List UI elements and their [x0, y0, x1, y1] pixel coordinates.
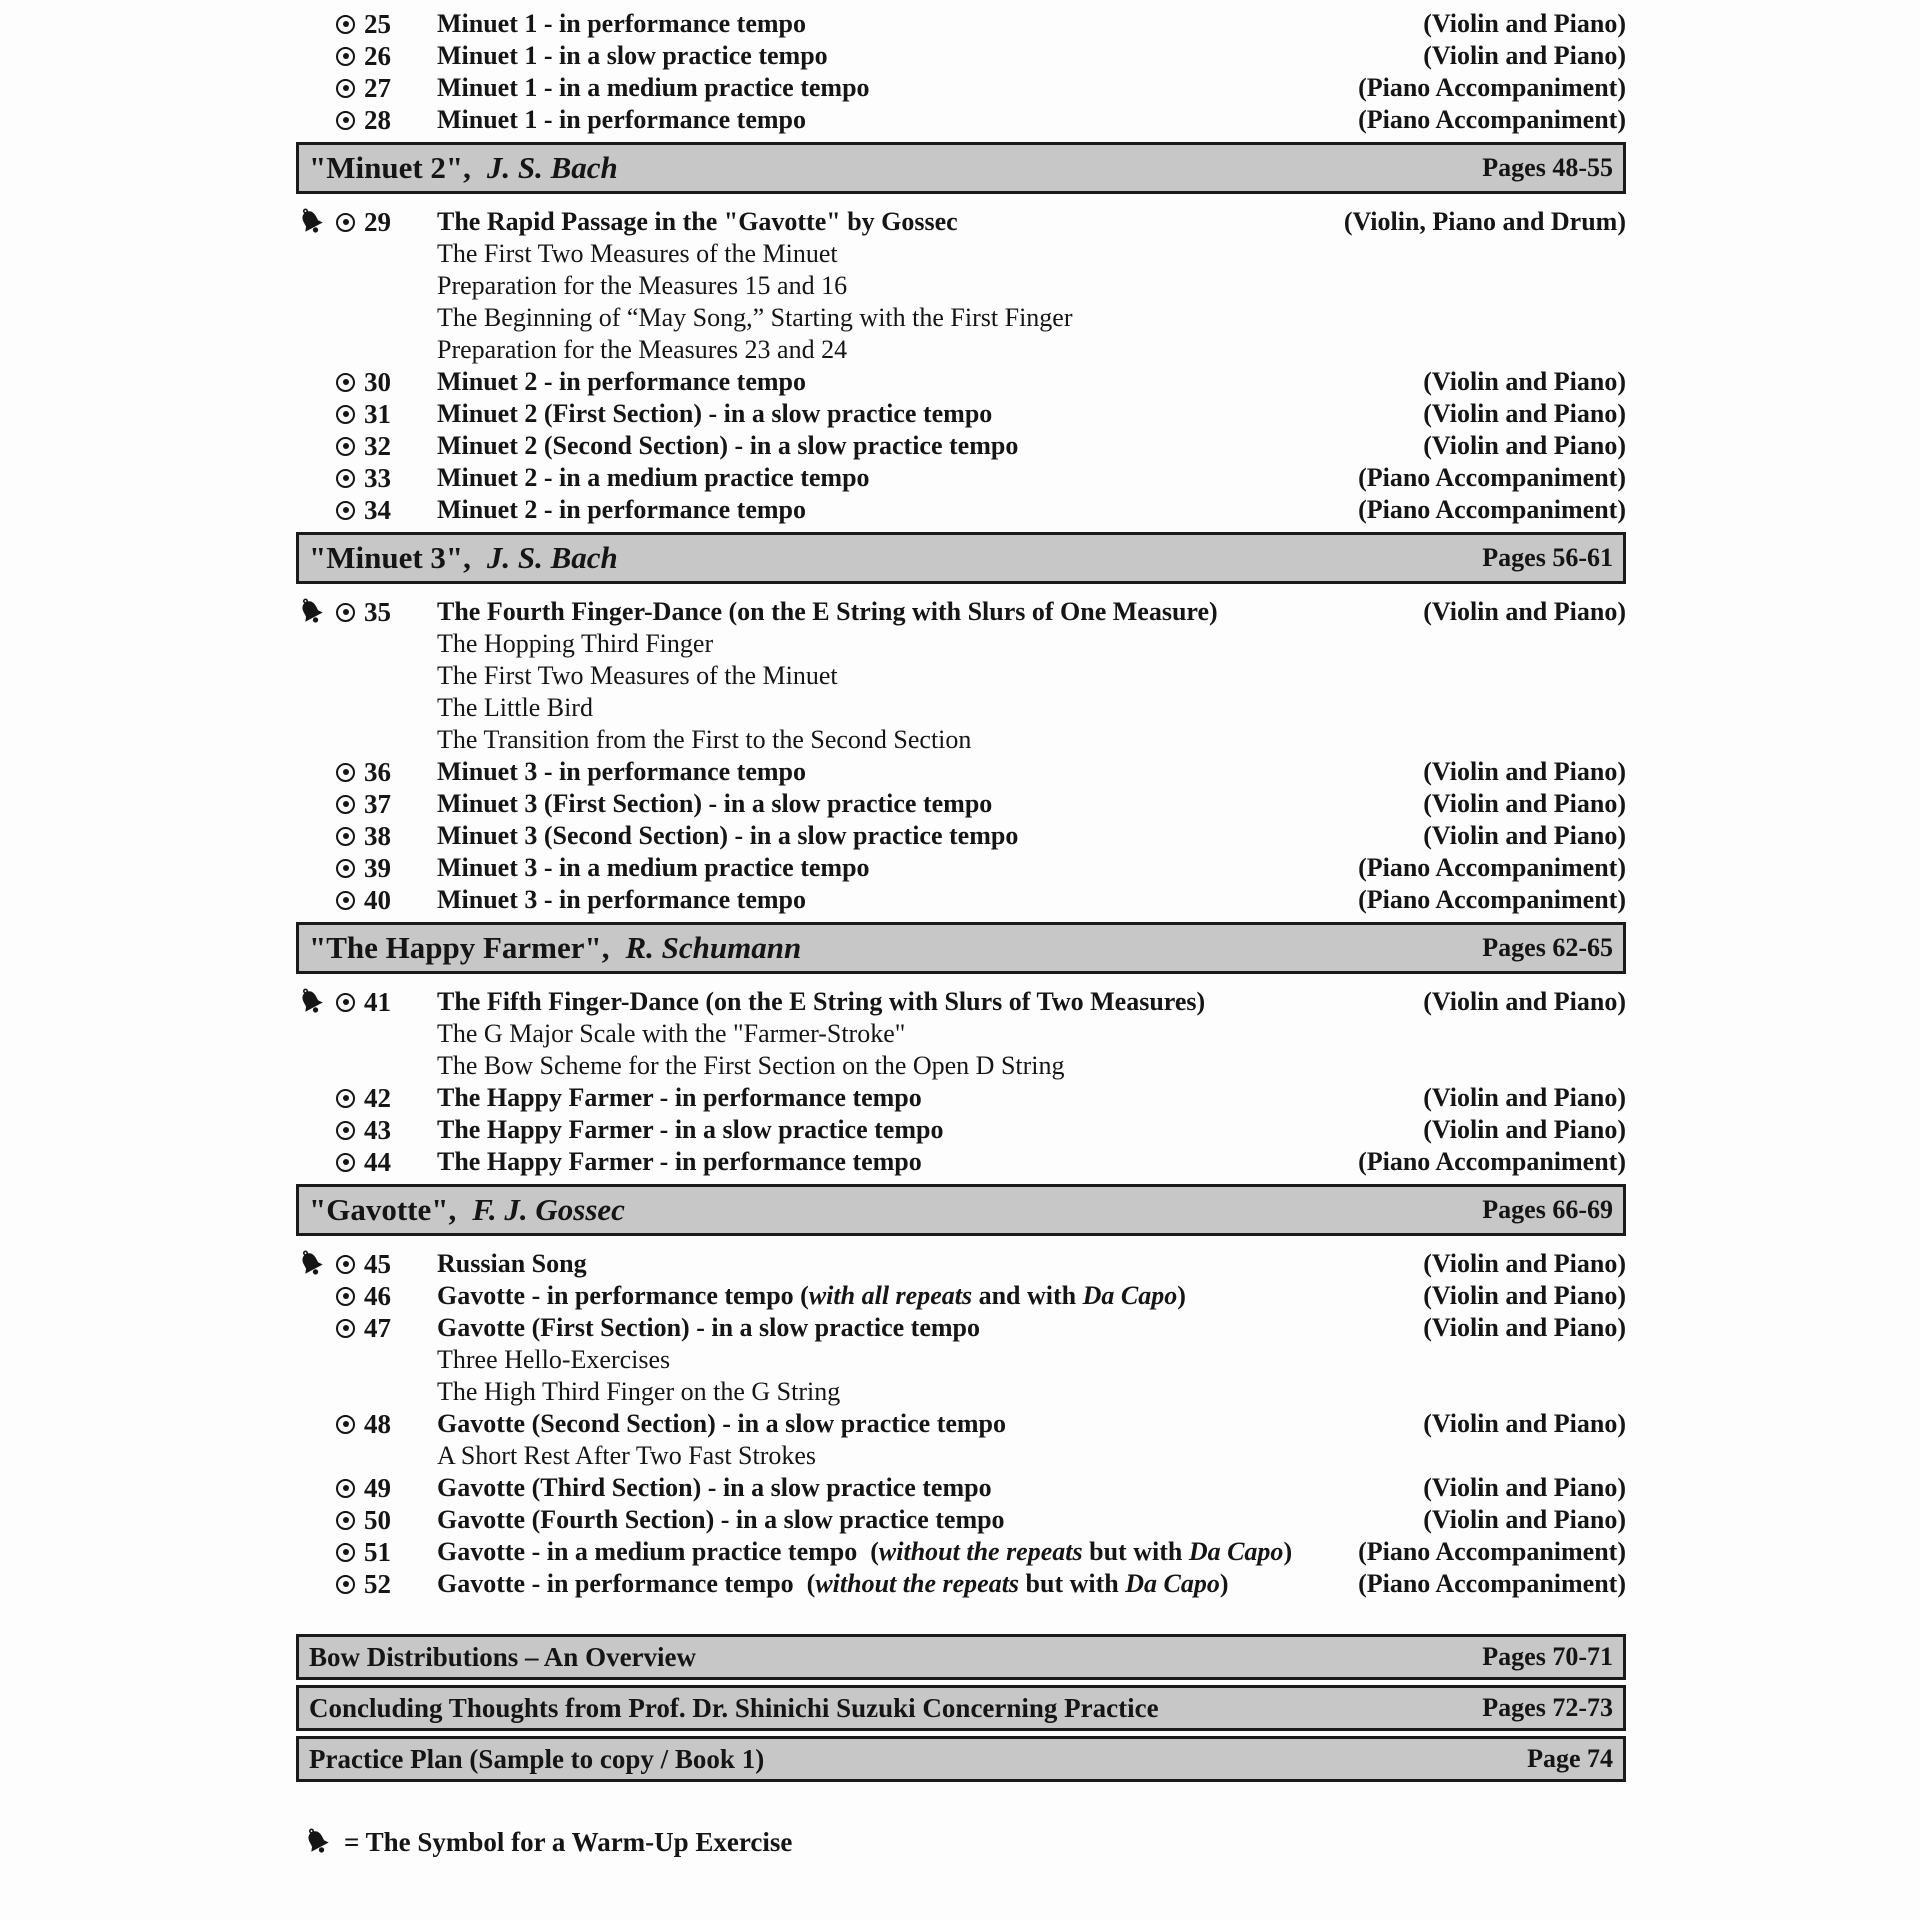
track-row	[296, 596, 1626, 628]
cd-track-icon-dot	[343, 379, 349, 385]
track-row-leader	[296, 206, 437, 238]
track-title-segment: but with	[1019, 1569, 1126, 1598]
section-composer: J. S. Bach	[486, 540, 618, 575]
track-number: 29	[364, 206, 391, 237]
track-title-italic-segment: Da Capo	[1082, 1281, 1178, 1310]
track-number: 28	[364, 104, 391, 135]
track-subitem: The G Major Scale with the "Farmer-Stroke"	[437, 1019, 906, 1048]
summary-bar	[296, 1685, 1626, 1731]
track-title-italic-segment: Da Capo	[1125, 1569, 1220, 1598]
track-number: 35	[364, 596, 391, 627]
section-title: "The Happy Farmer",	[309, 930, 610, 965]
warmup-bell-icon	[296, 986, 328, 1018]
track-row-leader	[296, 986, 437, 1018]
track-row-leader	[296, 1281, 437, 1312]
track-number: 30	[364, 366, 391, 397]
track-row	[296, 462, 1626, 494]
section-composer: R. Schumann	[625, 930, 802, 965]
track-row-leader	[296, 399, 437, 430]
instrumentation-label: (Violin and Piano)	[1423, 9, 1626, 38]
track-number: 42	[364, 1082, 391, 1113]
track-row	[296, 1280, 1626, 1312]
track-number: 49	[364, 1472, 391, 1503]
cd-track-icon-dot	[343, 1261, 349, 1267]
track-title	[437, 399, 992, 429]
track-row-leader	[296, 1115, 437, 1146]
summary-pages: Pages 70-71	[1482, 1642, 1613, 1671]
track-title	[437, 495, 806, 525]
track-title	[437, 1115, 943, 1145]
track-row	[296, 40, 1626, 72]
cd-track-icon-dot	[343, 1159, 349, 1165]
track-title	[437, 1537, 1292, 1567]
instrumentation-label: (Violin and Piano)	[1423, 1115, 1626, 1144]
cd-track-icon	[336, 15, 355, 34]
track-subitem: The First Two Measures of the Minuet	[437, 661, 838, 690]
track-title-segment: )	[1283, 1537, 1293, 1566]
track-row-leader	[296, 495, 437, 526]
track-title	[437, 987, 1205, 1017]
track-row-leader	[296, 105, 437, 136]
track-subitem: The Beginning of “May Song,” Starting with the First Finger	[437, 303, 1073, 332]
summary-pages: Page 74	[1527, 1744, 1613, 1773]
cd-track-icon	[336, 1255, 355, 1274]
cd-track-icon-dot	[343, 1517, 349, 1523]
cd-track-icon-dot	[343, 85, 349, 91]
cd-track-icon	[336, 1287, 355, 1306]
instrumentation-label: (Violin and Piano)	[1423, 1281, 1626, 1310]
instrumentation-label: (Piano Accompaniment)	[1358, 105, 1626, 134]
instrumentation-label: (Piano Accompaniment)	[1358, 1569, 1626, 1598]
track-number: 27	[364, 72, 391, 103]
track-title-segment: and with	[972, 1281, 1083, 1310]
track-subitem: A Short Rest After Two Fast Strokes	[437, 1441, 817, 1470]
cd-track-icon-dot	[343, 219, 349, 225]
track-number: 51	[364, 1536, 391, 1567]
track-row-leader	[296, 821, 437, 852]
track-title	[437, 431, 1018, 461]
track-title-segment: Russian Song	[437, 1249, 587, 1278]
cd-track-icon-dot	[343, 833, 349, 839]
track-row	[296, 430, 1626, 462]
warmup-bell-slot	[296, 206, 336, 238]
track-row	[296, 1408, 1626, 1440]
cd-track-icon	[336, 79, 355, 98]
track-number: 41	[364, 986, 391, 1017]
track-title-segment: Gavotte (First Section) - in a slow practice tempo	[437, 1313, 980, 1342]
track-title	[437, 1409, 1006, 1439]
warmup-bell-icon	[296, 1248, 328, 1280]
instrumentation-label: (Piano Accompaniment)	[1358, 853, 1626, 882]
section-pages: Pages 62-65	[1482, 933, 1613, 962]
track-title-segment: Minuet 3 - in performance tempo	[437, 757, 806, 786]
warmup-bell-slot	[296, 596, 336, 628]
section-composer: F. J. Gossec	[472, 1192, 625, 1227]
cd-track-icon-dot	[343, 1581, 349, 1587]
cd-track-icon-dot	[343, 801, 349, 807]
section-header	[296, 532, 1626, 584]
track-row-leader	[296, 1569, 437, 1600]
cd-track-icon	[336, 993, 355, 1012]
track-title	[437, 1505, 1005, 1535]
track-subitem: Three Hello-Exercises	[437, 1345, 671, 1374]
instrumentation-label: (Violin and Piano)	[1423, 597, 1626, 626]
track-number: 48	[364, 1408, 391, 1439]
track-subitem: The Little Bird	[437, 693, 593, 722]
warmup-bell-slot	[296, 986, 336, 1018]
cd-track-icon-dot	[343, 21, 349, 27]
track-title	[437, 853, 870, 883]
track-number: 50	[364, 1504, 391, 1535]
cd-track-icon-dot	[343, 1293, 349, 1299]
track-row-leader	[296, 885, 437, 916]
track-title-segment: )	[1219, 1569, 1229, 1598]
instrumentation-label: (Violin and Piano)	[1423, 987, 1626, 1016]
warmup-bell-icon	[296, 596, 328, 628]
cd-track-icon-dot	[343, 999, 349, 1005]
instrumentation-label: (Violin and Piano)	[1423, 41, 1626, 70]
track-row	[296, 884, 1626, 916]
instrumentation-label: (Piano Accompaniment)	[1358, 495, 1626, 524]
track-title	[437, 207, 958, 237]
instrumentation-label: (Piano Accompaniment)	[1358, 1537, 1626, 1566]
track-row	[296, 398, 1626, 430]
cd-track-icon-dot	[343, 53, 349, 59]
track-title-segment: Minuet 3 (Second Section) - in a slow practice tempo	[437, 821, 1019, 850]
cd-track-icon	[336, 213, 355, 232]
track-title-segment: Minuet 2 - in performance tempo	[437, 367, 806, 396]
track-title	[437, 1313, 980, 1343]
track-number: 31	[364, 398, 391, 429]
cd-track-icon-dot	[343, 769, 349, 775]
instrumentation-label: (Piano Accompaniment)	[1358, 73, 1626, 102]
cd-track-icon-dot	[343, 1325, 349, 1331]
track-row	[296, 788, 1626, 820]
track-title	[437, 105, 806, 135]
track-title	[437, 789, 992, 819]
track-row	[296, 820, 1626, 852]
cd-track-icon	[336, 1089, 355, 1108]
cd-track-icon	[336, 859, 355, 878]
cd-track-icon	[336, 405, 355, 424]
cd-track-icon-dot	[343, 1421, 349, 1427]
track-number: 44	[364, 1146, 391, 1177]
cd-track-icon	[336, 111, 355, 130]
track-title-segment: Gavotte (Third Section) - in a slow practice tempo	[437, 1473, 992, 1502]
cd-track-icon-dot	[343, 1549, 349, 1555]
section-header	[296, 922, 1626, 974]
instrumentation-label: (Violin and Piano)	[1423, 367, 1626, 396]
instrumentation-label: (Violin and Piano)	[1423, 1409, 1626, 1438]
instrumentation-label: (Piano Accompaniment)	[1358, 885, 1626, 914]
track-row-leader	[296, 9, 437, 40]
instrumentation-label: (Violin and Piano)	[1423, 1313, 1626, 1342]
track-number: 43	[364, 1114, 391, 1145]
cd-track-icon-dot	[343, 443, 349, 449]
warmup-legend	[302, 1826, 1626, 1858]
track-subitem: The First Two Measures of the Minuet	[437, 239, 838, 268]
bottom-bars	[296, 1634, 1626, 1782]
track-title	[437, 1147, 922, 1177]
cd-track-icon	[336, 891, 355, 910]
track-row	[296, 206, 1626, 238]
track-title-segment: The Fifth Finger-Dance (on the E String with Slurs of Two Measures)	[437, 987, 1206, 1016]
toc-page	[296, 8, 1626, 1858]
instrumentation-label: (Violin and Piano)	[1423, 1083, 1626, 1112]
cd-track-icon-dot	[343, 475, 349, 481]
track-row	[296, 1082, 1626, 1114]
cd-track-icon	[336, 1543, 355, 1562]
cd-track-icon	[336, 1575, 355, 1594]
track-row-leader	[296, 1473, 437, 1504]
track-title-segment: Minuet 1 - in performance tempo	[437, 9, 806, 38]
track-row-leader	[296, 73, 437, 104]
instrumentation-label: (Violin and Piano)	[1423, 1505, 1626, 1534]
track-row-leader	[296, 1248, 437, 1280]
cd-track-icon	[336, 1153, 355, 1172]
track-title	[437, 9, 806, 39]
track-title-segment: )	[1177, 1281, 1186, 1310]
cd-track-icon	[336, 763, 355, 782]
track-row-leader	[296, 757, 437, 788]
track-row	[296, 8, 1626, 40]
track-title-segment: Minuet 2 - in a medium practice tempo	[437, 463, 870, 492]
cd-track-icon	[336, 1479, 355, 1498]
cd-track-icon	[336, 1319, 355, 1338]
track-title	[437, 463, 870, 493]
track-number: 46	[364, 1280, 391, 1311]
cd-track-icon-dot	[343, 609, 349, 615]
track-subitem: The High Third Finger on the G String	[437, 1377, 841, 1406]
track-number: 32	[364, 430, 391, 461]
track-row	[296, 1114, 1626, 1146]
cd-track-icon-dot	[343, 411, 349, 417]
track-title-segment: The Happy Farmer - in performance tempo	[437, 1083, 922, 1112]
track-subitem: The Transition from the First to the Second Section	[437, 725, 972, 754]
track-number: 47	[364, 1312, 391, 1343]
summary-bar	[296, 1634, 1626, 1680]
track-row	[296, 494, 1626, 526]
cd-track-icon-dot	[343, 1127, 349, 1133]
summary-label: Bow Distributions – An Overview	[309, 1641, 697, 1672]
instrumentation-label: (Violin and Piano)	[1423, 821, 1626, 850]
section-title: "Gavotte",	[309, 1192, 457, 1227]
track-number: 37	[364, 788, 391, 819]
section-title: "Minuet 2",	[309, 150, 471, 185]
toc-list	[296, 8, 1626, 1600]
track-title	[437, 821, 1018, 851]
track-title-segment: Gavotte - in a medium practice tempo (	[437, 1537, 879, 1566]
track-title-segment: Minuet 2 (Second Section) - in a slow practice tempo	[437, 431, 1019, 460]
track-number: 25	[364, 8, 391, 39]
track-title-segment: Minuet 2 - in performance tempo	[437, 495, 806, 524]
track-row-leader	[296, 853, 437, 884]
track-title-segment: The Fourth Finger-Dance (on the E String with Slurs of One Measure)	[437, 597, 1218, 626]
track-title-segment: Minuet 2 (First Section) - in a slow practice tempo	[437, 399, 993, 428]
track-number: 39	[364, 852, 391, 883]
cd-track-icon	[336, 373, 355, 392]
track-number: 36	[364, 756, 391, 787]
track-row	[296, 1312, 1626, 1344]
cd-track-icon	[336, 1511, 355, 1530]
section-pages: Pages 48-55	[1482, 153, 1613, 182]
track-row	[296, 1568, 1626, 1600]
track-number: 33	[364, 462, 391, 493]
track-number: 52	[364, 1568, 391, 1599]
cd-track-icon-dot	[343, 1095, 349, 1101]
track-row-leader	[296, 1147, 437, 1178]
cd-track-icon-dot	[343, 1485, 349, 1491]
track-row-leader	[296, 1505, 437, 1536]
track-title	[437, 1281, 1186, 1311]
cd-track-icon	[336, 827, 355, 846]
cd-track-icon	[336, 1415, 355, 1434]
track-title-segment: Minuet 1 - in performance tempo	[437, 105, 806, 134]
cd-track-icon	[336, 469, 355, 488]
track-row	[296, 72, 1626, 104]
cd-track-icon-dot	[343, 897, 349, 903]
track-title-segment: Gavotte (Second Section) - in a slow practice tempo	[437, 1409, 1007, 1438]
track-row	[296, 1504, 1626, 1536]
track-title-segment: The Happy Farmer - in performance tempo	[437, 1147, 922, 1176]
track-row-leader	[296, 431, 437, 462]
track-title-italic-segment: without the repeats	[815, 1569, 1020, 1598]
track-row	[296, 986, 1626, 1018]
instrumentation-label: (Piano Accompaniment)	[1358, 463, 1626, 492]
track-title-italic-segment: without the repeats	[878, 1537, 1083, 1566]
track-row	[296, 1146, 1626, 1178]
track-row	[296, 366, 1626, 398]
track-title-segment: Minuet 1 - in a medium practice tempo	[437, 73, 870, 102]
instrumentation-label: (Violin and Piano)	[1423, 399, 1626, 428]
cd-track-icon	[336, 501, 355, 520]
section-title: "Minuet 3",	[309, 540, 471, 575]
track-title-segment: Gavotte (Fourth Section) - in a slow practice tempo	[437, 1505, 1005, 1534]
track-row	[296, 852, 1626, 884]
track-subitem: Preparation for the Measures 23 and 24	[437, 335, 848, 364]
track-title	[437, 885, 806, 915]
track-row	[296, 1248, 1626, 1280]
track-title-segment: The Happy Farmer - in a slow practice tempo	[437, 1115, 944, 1144]
cd-track-icon	[336, 47, 355, 66]
section-pages: Pages 66-69	[1482, 1195, 1613, 1224]
track-row	[296, 104, 1626, 136]
track-title	[437, 1569, 1229, 1599]
cd-track-icon	[336, 795, 355, 814]
track-title	[437, 73, 870, 103]
instrumentation-label: (Violin, Piano and Drum)	[1343, 207, 1626, 236]
instrumentation-label: (Piano Accompaniment)	[1358, 1147, 1626, 1176]
track-number: 40	[364, 884, 391, 915]
track-row	[296, 1472, 1626, 1504]
cd-track-icon-dot	[343, 507, 349, 513]
cd-track-icon-dot	[343, 117, 349, 123]
instrumentation-label: (Violin and Piano)	[1423, 789, 1626, 818]
track-title-segment: Gavotte - in performance tempo (	[437, 1569, 816, 1598]
summary-bar	[296, 1736, 1626, 1782]
track-title-segment: but with	[1082, 1537, 1189, 1566]
track-title-italic-segment: Da Capo	[1188, 1537, 1284, 1566]
cd-track-icon	[336, 603, 355, 622]
track-row	[296, 756, 1626, 788]
cd-track-icon	[336, 1121, 355, 1140]
track-title	[437, 757, 806, 787]
instrumentation-label: (Violin and Piano)	[1423, 1473, 1626, 1502]
track-row-leader	[296, 596, 437, 628]
instrumentation-label: (Violin and Piano)	[1423, 431, 1626, 460]
track-title-italic-segment: with all repeats	[808, 1281, 973, 1310]
track-title	[437, 1083, 922, 1113]
section-composer: J. S. Bach	[486, 150, 618, 185]
track-row-leader	[296, 1537, 437, 1568]
track-title	[437, 41, 828, 71]
summary-label: Concluding Thoughts from Prof. Dr. Shinichi Suzuki Concerning Practice	[309, 1692, 1159, 1723]
section-header	[296, 142, 1626, 194]
warmup-legend-text: = The Symbol for a Warm-Up Exercise	[344, 1826, 793, 1857]
track-row-leader	[296, 1083, 437, 1114]
warmup-bell-icon	[302, 1826, 334, 1858]
track-subitem: Preparation for the Measures 15 and 16	[437, 271, 848, 300]
cd-track-icon	[336, 437, 355, 456]
track-title	[437, 1473, 992, 1503]
track-row-leader	[296, 367, 437, 398]
track-title	[437, 1249, 587, 1279]
track-title	[437, 597, 1218, 627]
track-title-segment: Minuet 3 - in a medium practice tempo	[437, 853, 870, 882]
track-row	[296, 1536, 1626, 1568]
warmup-bell-slot	[296, 1248, 336, 1280]
track-row-leader	[296, 1313, 437, 1344]
track-title-segment: Minuet 1 - in a slow practice tempo	[437, 41, 828, 70]
instrumentation-label: (Violin and Piano)	[1423, 757, 1626, 786]
track-title-segment: Minuet 3 - in performance tempo	[437, 885, 806, 914]
track-subitem: The Hopping Third Finger	[437, 629, 714, 658]
summary-label: Practice Plan (Sample to copy / Book 1)	[309, 1743, 765, 1774]
track-row-leader	[296, 1409, 437, 1440]
track-title-segment: Minuet 3 (First Section) - in a slow practice tempo	[437, 789, 993, 818]
track-number: 38	[364, 820, 391, 851]
track-number: 45	[364, 1248, 391, 1279]
track-number: 34	[364, 494, 391, 525]
track-title-segment: Gavotte - in performance tempo (	[437, 1281, 809, 1310]
track-row-leader	[296, 41, 437, 72]
track-title	[437, 367, 806, 397]
track-row-leader	[296, 789, 437, 820]
section-pages: Pages 56-61	[1482, 543, 1613, 572]
summary-pages: Pages 72-73	[1482, 1693, 1613, 1722]
cd-track-icon-dot	[343, 865, 349, 871]
warmup-bell-icon	[296, 206, 328, 238]
section-header	[296, 1184, 1626, 1236]
track-number: 26	[364, 40, 391, 71]
track-subitem: The Bow Scheme for the First Section on the Open D String	[437, 1051, 1065, 1080]
track-row-leader	[296, 463, 437, 494]
track-title-segment: The Rapid Passage in the "Gavotte" by Gossec	[437, 207, 958, 236]
instrumentation-label: (Violin and Piano)	[1423, 1249, 1626, 1278]
